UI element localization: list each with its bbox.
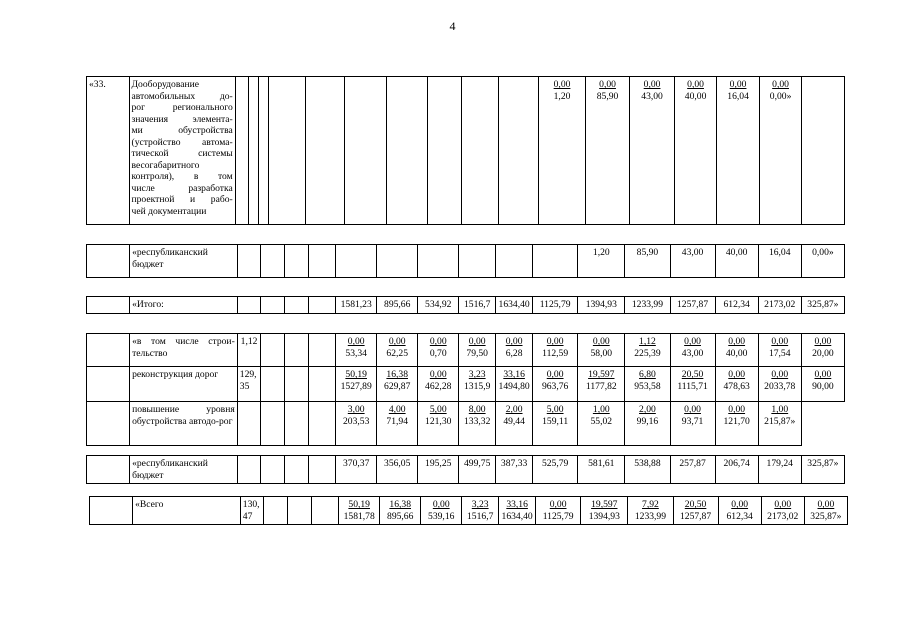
value-cell: 0,00 6,28 [496, 334, 533, 367]
value-cell: 5,00 121,30 [418, 402, 459, 446]
row-label: «Всего [133, 497, 241, 525]
value-cell: 43,00 [670, 245, 715, 278]
value-cell: 0,00 1125,79 [536, 497, 581, 525]
row-name-line: ми обустройства [131, 125, 233, 136]
row-label: «республиканский бюджет [130, 245, 238, 278]
value-cell: 206,74 [715, 456, 758, 484]
value-cell: 19,597 1394,93 [581, 497, 628, 525]
row-name-line: рог регионального [131, 102, 233, 113]
value-cell: 325,87» [801, 456, 844, 484]
value-cell: 6,80 953,58 [625, 367, 670, 402]
value-cell: 0,00 612,34 [718, 497, 761, 525]
row-code: 130, 47 [240, 497, 264, 525]
vsego-table [89, 496, 848, 525]
value-cell: 0,00 16,04 [717, 77, 760, 225]
value-cell: 4,00 71,94 [377, 402, 418, 446]
row-label: реконструкция дорог [130, 367, 238, 402]
budget-table-2 [86, 455, 845, 484]
value-cell: 1,00 55,02 [578, 402, 625, 446]
value-cell: 20,50 1115,71 [670, 367, 715, 402]
row-name-line: тической системы [131, 148, 233, 159]
itogo-table [86, 296, 845, 314]
value-cell: 0,00 121,70 [715, 402, 758, 446]
value-cell: 1,12 225,39 [625, 334, 670, 367]
value-cell: 0,00 462,28 [418, 367, 459, 402]
value-cell: 0,00 43,00 [670, 334, 715, 367]
row-label: «республиканский бюджет [130, 456, 238, 484]
value-cell: 538,88 [625, 456, 670, 484]
value-cell: 0,00 478,63 [715, 367, 758, 402]
row-code: 129, 35 [237, 367, 261, 402]
value-cell: 195,25 [418, 456, 459, 484]
row-33-table [86, 76, 845, 225]
value-cell: 581,61 [578, 456, 625, 484]
value-cell: 0,00 17,54 [758, 334, 801, 367]
value-cell: 5,00 159,11 [533, 402, 578, 446]
value-cell: 3,23 1516,7 [462, 497, 499, 525]
value-cell: 525,79 [533, 456, 578, 484]
value-cell: 0,00 62,25 [377, 334, 418, 367]
value-cell: 0,00 93,71 [670, 402, 715, 446]
value-cell: 356,05 [377, 456, 418, 484]
value-cell: 0,00 963,76 [533, 367, 578, 402]
row-name-line: числе разработка [131, 182, 233, 194]
value-cell: 0,00 0,70 [418, 334, 459, 367]
value-cell: 33,16 1494,80 [496, 367, 533, 402]
value-cell: 0,00 2173,02 [761, 497, 804, 525]
value-cell: 1233,99 [625, 297, 670, 314]
value-cell: 33,16 1634,40 [499, 497, 536, 525]
value-cell: 0,00» [801, 245, 844, 278]
value-cell: 0,00 85,90 [585, 77, 630, 225]
value-cell: 325,87» [801, 297, 844, 314]
value-cell: 0,00 1,20 [539, 77, 586, 225]
row-label: «в том числе строи-тельство [130, 334, 238, 367]
value-cell: 534,92 [418, 297, 459, 314]
value-cell: 2,00 49,44 [496, 402, 533, 446]
value-cell: 0,00 325,87» [804, 497, 847, 525]
value-cell: 0,00 539,16 [421, 497, 462, 525]
value-cell: 40,00 [715, 245, 758, 278]
value-cell: 179,24 [758, 456, 801, 484]
row-label: повышение уровня обустройства автодо-рог [130, 402, 238, 446]
value-cell: 1516,7 [459, 297, 496, 314]
value-cell [308, 402, 336, 446]
value-cell: 0,00 90,00 [801, 367, 844, 402]
value-cell: 0,00 0,00» [759, 77, 802, 225]
value-cell: 0,00 79,50 [459, 334, 496, 367]
row-name-line: значения элемента- [131, 113, 233, 125]
row-name [129, 77, 235, 225]
value-cell: 0,00 112,59 [533, 334, 578, 367]
row-name-line: автомобильных до- [131, 90, 233, 102]
row-label: «Итого: [130, 297, 238, 314]
value-cell: 3,23 1315,9 [459, 367, 496, 402]
value-cell: 370,37 [336, 456, 377, 484]
value-cell: 1394,93 [578, 297, 625, 314]
row-name-line: Дооборудование [131, 79, 200, 90]
row-name-line: контроля), в том [131, 171, 233, 182]
value-cell: 8,00 133,32 [459, 402, 496, 446]
value-cell: 50,19 1581,78 [339, 497, 380, 525]
value-cell: 3,00 203,53 [336, 402, 377, 446]
value-cell: 1125,79 [533, 297, 578, 314]
value-cell: 0,00 40,00 [715, 334, 758, 367]
breakdown-table [86, 333, 845, 446]
row-number: «33. [87, 77, 130, 225]
value-cell: 50,19 1527,89 [336, 367, 377, 402]
row-name-line: весогабаритного [131, 159, 200, 171]
value-cell: 0,00 40,00 [674, 77, 717, 225]
value-cell: 0,00 20,00 [801, 334, 844, 367]
page-number: 4 [449, 19, 456, 33]
value-cell: 85,90 [625, 245, 670, 278]
value-cell: 16,38 895,66 [380, 497, 421, 525]
value-cell: 7,92 1233,99 [628, 497, 673, 525]
value-cell: 2173,02 [758, 297, 801, 314]
value-cell: 499,75 [459, 456, 496, 484]
value-cell: 0,00 53,34 [336, 334, 377, 367]
budget-table-1 [86, 244, 845, 278]
value-cell: 19,597 1177,82 [578, 367, 625, 402]
value-cell: 0,00 58,00 [578, 334, 625, 367]
value-cell: 257,87 [670, 456, 715, 484]
value-cell: 16,04 [758, 245, 801, 278]
value-cell: 1,20 [578, 245, 625, 278]
value-cell: 612,34 [715, 297, 758, 314]
value-cell: 0,00 43,00 [630, 77, 675, 225]
value-cell: 1257,87 [670, 297, 715, 314]
value-cell: 1634,40 [496, 297, 533, 314]
value-cell: 16,38 629,87 [377, 367, 418, 402]
value-cell: 895,66 [377, 297, 418, 314]
value-cell: 1581,23 [336, 297, 377, 314]
value-cell: 20,50 1257,87 [673, 497, 718, 525]
row-name-line: (устройство автома- [131, 136, 233, 148]
value-cell: 1,00 215,87» [758, 402, 801, 446]
value-cell: 2,00 99,16 [625, 402, 670, 446]
value-cell: 0,00 2033,78 [758, 367, 801, 402]
row-name-line: чей документации [131, 205, 207, 217]
row-name-line: проектной и рабо- [131, 194, 233, 205]
value-cell: 387,33 [496, 456, 533, 484]
row-code: 1,12 [237, 334, 261, 367]
